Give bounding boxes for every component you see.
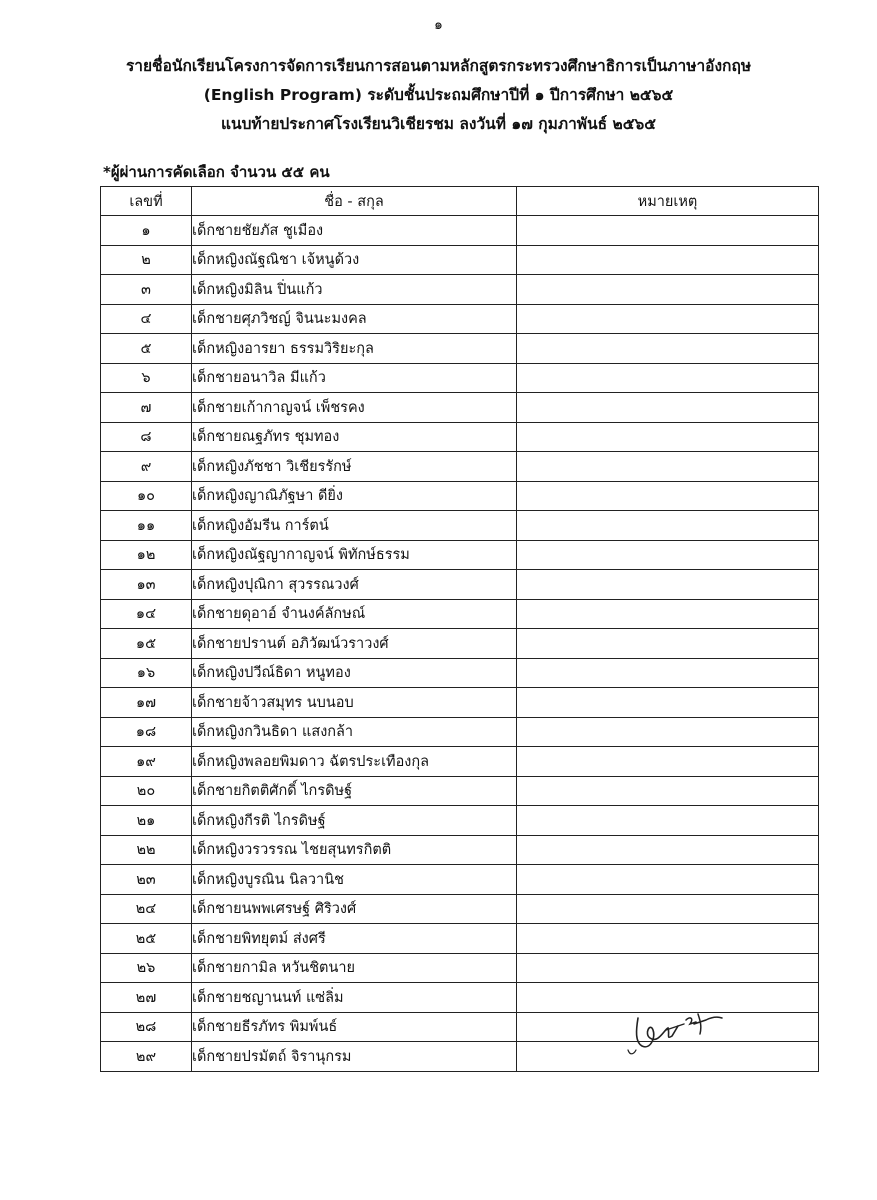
table-row [101, 806, 819, 836]
student-name-cell: เด็กชายจ้าวสมุทร นบนอบ [192, 688, 517, 718]
note-cell [517, 747, 819, 777]
student-name-cell: เด็กหญิงอารยา ธรรมวิริยะกุล [192, 334, 517, 364]
row-number-cell: ๒๔ [101, 894, 192, 924]
title-line-2: (English Program) ระดับชั้นประถมศึกษาปีที่ ๑ ปีการศึกษา ๒๕๖๕ [203, 86, 674, 104]
table-row [101, 865, 819, 895]
student-name-cell: เด็กชายอนาวิล มีแก้ว [192, 363, 517, 393]
row-number-cell: ๓ [101, 275, 192, 305]
note-cell [517, 570, 819, 600]
table-row [101, 275, 819, 305]
table-row [101, 334, 819, 364]
table-body [101, 216, 819, 1072]
row-number-cell: ๖ [101, 363, 192, 393]
note-cell [517, 245, 819, 275]
row-number-cell: ๔ [101, 304, 192, 334]
note-cell [517, 334, 819, 364]
table-row [101, 894, 819, 924]
row-number-cell: ๙ [101, 452, 192, 482]
title-line-3: แนบท้ายประกาศโรงเรียนวิเชียรชม ลงวันที่ ๑๗ กุมภาพันธ์ ๒๕๖๕ [220, 115, 656, 133]
student-name-cell: เด็กชายศุภวิชญ์ จินนะมงคล [192, 304, 517, 334]
note-cell [517, 953, 819, 983]
student-name-cell: เด็กชายณฐภัทร ชุมทอง [192, 422, 517, 452]
row-number-cell: ๒๘ [101, 1012, 192, 1042]
student-name-cell: เด็กชายกิตติศักดิ์ ไกรดิษฐ์ [192, 776, 517, 806]
table-row [101, 452, 819, 482]
note-cell [517, 776, 819, 806]
row-number-cell: ๑๑ [101, 511, 192, 541]
student-name-cell: เด็กหญิงพลอยพิมดาว ฉัตรประเทืองกุล [192, 747, 517, 777]
student-name-cell: เด็กชายชญานนท์ แซ่ลิ่ม [192, 983, 517, 1013]
table-row [101, 511, 819, 541]
student-name-cell: เด็กหญิงปุณิกา สุวรรณวงศ์ [192, 570, 517, 600]
note-cell [517, 629, 819, 659]
student-roster-table [100, 186, 819, 1072]
row-number-cell: ๘ [101, 422, 192, 452]
student-name-cell: เด็กชายเก้ากาญจน์ เพ็ชรคง [192, 393, 517, 423]
note-cell [517, 540, 819, 570]
row-number-cell: ๗ [101, 393, 192, 423]
row-number-cell: ๒๒ [101, 835, 192, 865]
student-name-cell: เด็กชายนพพเศรษฐ์ ศิริวงศ์ [192, 894, 517, 924]
table-row [101, 481, 819, 511]
table-row [101, 363, 819, 393]
table-row [101, 304, 819, 334]
note-cell [517, 422, 819, 452]
table-row [101, 216, 819, 246]
student-name-cell: เด็กชายกามิล หวันชิตนาย [192, 953, 517, 983]
student-name-cell: เด็กชายพิทยุตม์ ส่งศรี [192, 924, 517, 954]
student-name-cell: เด็กชายชัยภัส ชูเมือง [192, 216, 517, 246]
table-row [101, 658, 819, 688]
table-row [101, 245, 819, 275]
table-row [101, 570, 819, 600]
table-row [101, 629, 819, 659]
selection-count-heading: *ผู้ผ่านการคัดเลือก จำนวน ๕๕ คน [103, 163, 330, 181]
note-cell [517, 216, 819, 246]
table-row [101, 747, 819, 777]
row-number-cell: ๑๖ [101, 658, 192, 688]
row-number-cell: ๑๐ [101, 481, 192, 511]
row-number-cell: ๒๗ [101, 983, 192, 1013]
table-header-row [101, 187, 819, 216]
note-cell [517, 806, 819, 836]
row-number-cell: ๑๗ [101, 688, 192, 718]
student-name-cell: เด็กชายธีรภัทร พิมพ์นธ์ [192, 1012, 517, 1042]
note-cell [517, 275, 819, 305]
column-header-note: หมายเหตุ [517, 187, 819, 216]
student-name-cell: เด็กหญิงกีรติ ไกรดิษฐ์ [192, 806, 517, 836]
student-name-cell: เด็กหญิงญาณิภัฐษา ดียิ่ง [192, 481, 517, 511]
table-row [101, 835, 819, 865]
row-number-cell: ๑๔ [101, 599, 192, 629]
table-row [101, 953, 819, 983]
student-name-cell: เด็กหญิงอัมรีน การ์ตน์ [192, 511, 517, 541]
title-line-1: รายชื่อนักเรียนโครงการจัดการเรียนการสอนตามหลักสูตรกระทรวงศึกษาธิการเป็นภาษาอังกฤษ [125, 57, 752, 75]
note-cell [517, 835, 819, 865]
table-row [101, 717, 819, 747]
table-row [101, 599, 819, 629]
note-cell [517, 393, 819, 423]
student-name-cell: เด็กหญิงบูรณิน นิลวานิช [192, 865, 517, 895]
student-name-cell: เด็กชายปรานต์ อภิวัฒน์วราวงศ์ [192, 629, 517, 659]
note-cell [517, 363, 819, 393]
table-row [101, 688, 819, 718]
note-cell [517, 924, 819, 954]
student-name-cell: เด็กหญิงมิลิน ปิ่นแก้ว [192, 275, 517, 305]
row-number-cell: ๑๕ [101, 629, 192, 659]
row-number-cell: ๒๓ [101, 865, 192, 895]
page-number: ๑ [434, 17, 443, 33]
note-cell [517, 511, 819, 541]
student-name-cell: เด็กหญิงณัฐญากาญจน์ พิทักษ์ธรรม [192, 540, 517, 570]
note-cell [517, 717, 819, 747]
note-cell [517, 599, 819, 629]
student-name-cell: เด็กชายปรมัตถ์ จิรานุกรม [192, 1042, 517, 1072]
student-name-cell: เด็กหญิงณัฐณิชา เจ้หนูด้วง [192, 245, 517, 275]
student-name-cell: เด็กหญิงวรวรรณ ไชยสุนทรกิตติ [192, 835, 517, 865]
note-cell [517, 865, 819, 895]
row-number-cell: ๑ [101, 216, 192, 246]
table-row [101, 924, 819, 954]
row-number-cell: ๑๓ [101, 570, 192, 600]
row-number-cell: ๑๘ [101, 717, 192, 747]
student-name-cell: เด็กหญิงกวินธิดา แสงกล้า [192, 717, 517, 747]
row-number-cell: ๕ [101, 334, 192, 364]
row-number-cell: ๒๖ [101, 953, 192, 983]
row-number-cell: ๒๕ [101, 924, 192, 954]
note-cell [517, 304, 819, 334]
note-cell [517, 658, 819, 688]
row-number-cell: ๒๙ [101, 1042, 192, 1072]
note-cell [517, 894, 819, 924]
student-name-cell: เด็กหญิงปวีณ์ธิดา หนูทอง [192, 658, 517, 688]
row-number-cell: ๒ [101, 245, 192, 275]
document-title [0, 52, 877, 139]
table-row [101, 422, 819, 452]
table-row [101, 540, 819, 570]
row-number-cell: ๑๒ [101, 540, 192, 570]
row-number-cell: ๑๙ [101, 747, 192, 777]
row-number-cell: ๒๑ [101, 806, 192, 836]
note-cell [517, 452, 819, 482]
table-row [101, 393, 819, 423]
column-header-name: ชื่อ - สกุล [192, 187, 517, 216]
student-name-cell: เด็กชายดุอาอ์ จำนงค์ลักษณ์ [192, 599, 517, 629]
note-cell [517, 688, 819, 718]
table-row [101, 776, 819, 806]
student-name-cell: เด็กหญิงภัชชา วิเชียรรักษ์ [192, 452, 517, 482]
note-cell [517, 481, 819, 511]
handwritten-signature [620, 1000, 730, 1060]
column-header-number: เลขที่ [101, 187, 192, 216]
row-number-cell: ๒๐ [101, 776, 192, 806]
